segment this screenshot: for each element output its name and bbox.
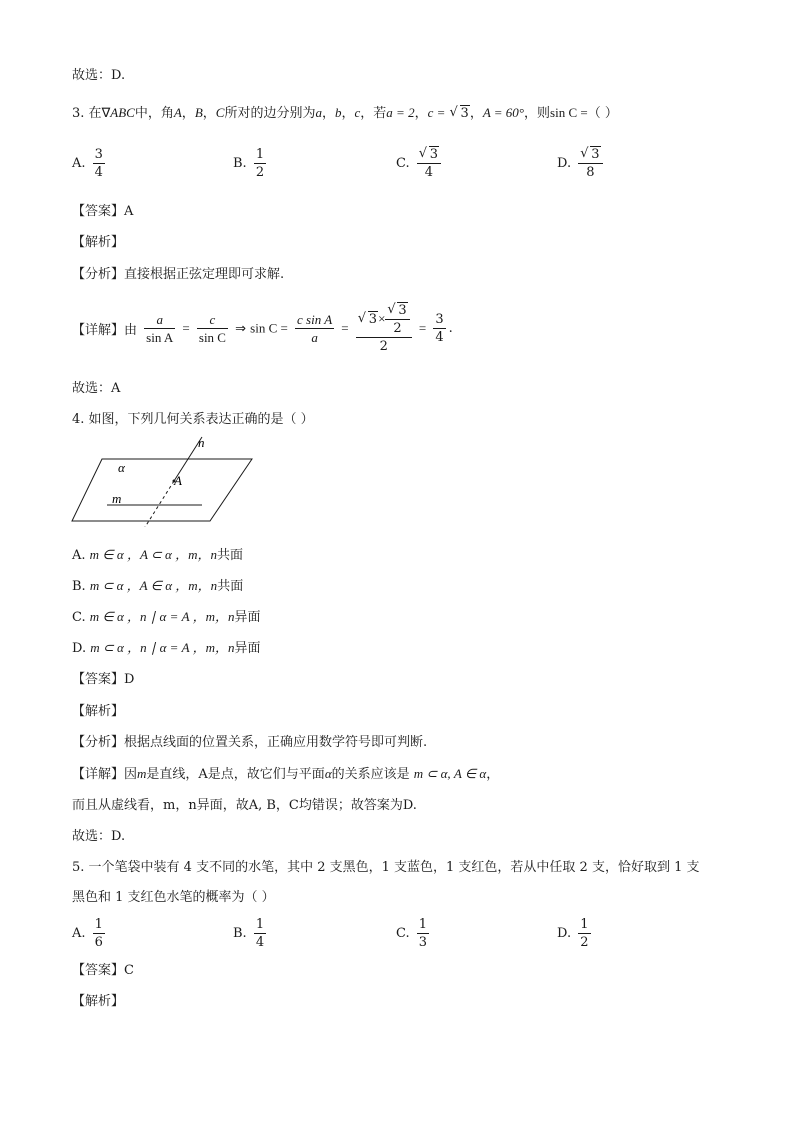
q5-option-b[interactable]: B. $\frac{1}{4}$ — [233, 917, 265, 950]
q3-option-b[interactable]: B. $\frac{1}{2}$ — [233, 147, 265, 180]
q5-option-a[interactable]: A. $\frac{1}{6}$ — [72, 917, 103, 950]
q3-option-d[interactable]: D. √ $\frac{3}{8}$ — [557, 146, 606, 181]
q3-analysis-tag: 【解析】 — [72, 235, 125, 250]
label-A: A — [174, 473, 182, 488]
label-n: n — [198, 435, 205, 450]
q3-stem: 3. 在∇ABC中，角A，B，C所对的边分别为a，b，c，若a = 2，c = √ 3，A = 60°，则sin C =（ ） — [72, 104, 618, 123]
label-alpha: α — [118, 460, 125, 475]
q5-option-d[interactable]: D. $\frac{1}{2}$ — [557, 917, 589, 950]
q3-conclusion: 故选：A — [72, 381, 121, 396]
q4-stem: 4. 如图，下列几何关系表达正确的是（ ） — [72, 412, 314, 427]
plane-alpha — [72, 459, 252, 521]
q5-stem-line2: 黑色和 1 支红色水笔的概率为（ ） — [72, 890, 275, 905]
q3-answer: 【答案】A — [72, 204, 134, 219]
prev-conclusion: 故选：D. — [72, 68, 126, 83]
label-m: m — [112, 491, 122, 506]
q4-analysis-tag: 【解析】 — [72, 704, 125, 719]
q3-option-a[interactable]: A. $\frac{3}{4}$ — [72, 147, 103, 180]
q5-stem-line1: 5. 一个笔袋中装有 4 支不同的水笔，其中 2 支黑色，1 支蓝色，1 支红色，若从中任取 2 支，恰好取到 1 支 — [72, 860, 700, 875]
q4-detail-line2: 而且从虚线看，m，n异面，故A, B，C均错误；故答案为D. — [72, 798, 417, 813]
line-n-dashed — [130, 481, 174, 527]
q4-option-d[interactable]: D. m ⊂ α ，n ∣ α = A ，m，n异面 — [72, 640, 261, 656]
q3-fenxi: 【分析】直接根据正弦定理即可求解. — [72, 267, 285, 282]
q4-detail-line1: 【详解】因m是直线，A是点，故它们与平面α的关系应该是 m ⊂ α, A ∈ α， — [72, 766, 500, 782]
q4-conclusion: 故选：D. — [72, 829, 126, 844]
q4-fenxi: 【分析】根据点线面的位置关系，正确应用数学符号即可判断. — [72, 735, 428, 750]
q5-answer: 【答案】C — [72, 963, 134, 978]
triangle-symbol: ∇ — [101, 105, 111, 120]
q4-answer: 【答案】D — [72, 672, 135, 687]
q5-analysis-tag: 【解析】 — [72, 994, 125, 1009]
q5-option-c[interactable]: C. $\frac{1}{3}$ — [396, 917, 428, 950]
q4-option-a[interactable]: A. m ∈ α ，A ⊂ α ，m，n共面 — [72, 547, 244, 563]
answer-tag: 【答案】 — [72, 204, 125, 219]
plane-line-figure — [70, 435, 260, 527]
q4-option-b[interactable]: B. m ⊂ α ，A ∈ α ，m，n共面 — [72, 578, 244, 594]
q3-number: 3. — [72, 106, 85, 121]
q3-detail: 【详解】由 $\frac{a}{\text{sin A}}$ = $\frac{c}{\text{sin C}}$ ⇒ sin C = $\frac{\text{c sin A}}{a}$ = √ 3× √ $\frac{3}{2}$ 2 = $\frac{3}{4}$ . — [72, 302, 453, 355]
q3-option-c[interactable]: C. √ $\frac{3}{4}$ — [396, 146, 444, 181]
q4-option-c[interactable]: C. m ∈ α ，n ∣ α = A ，m，n异面 — [72, 609, 261, 625]
